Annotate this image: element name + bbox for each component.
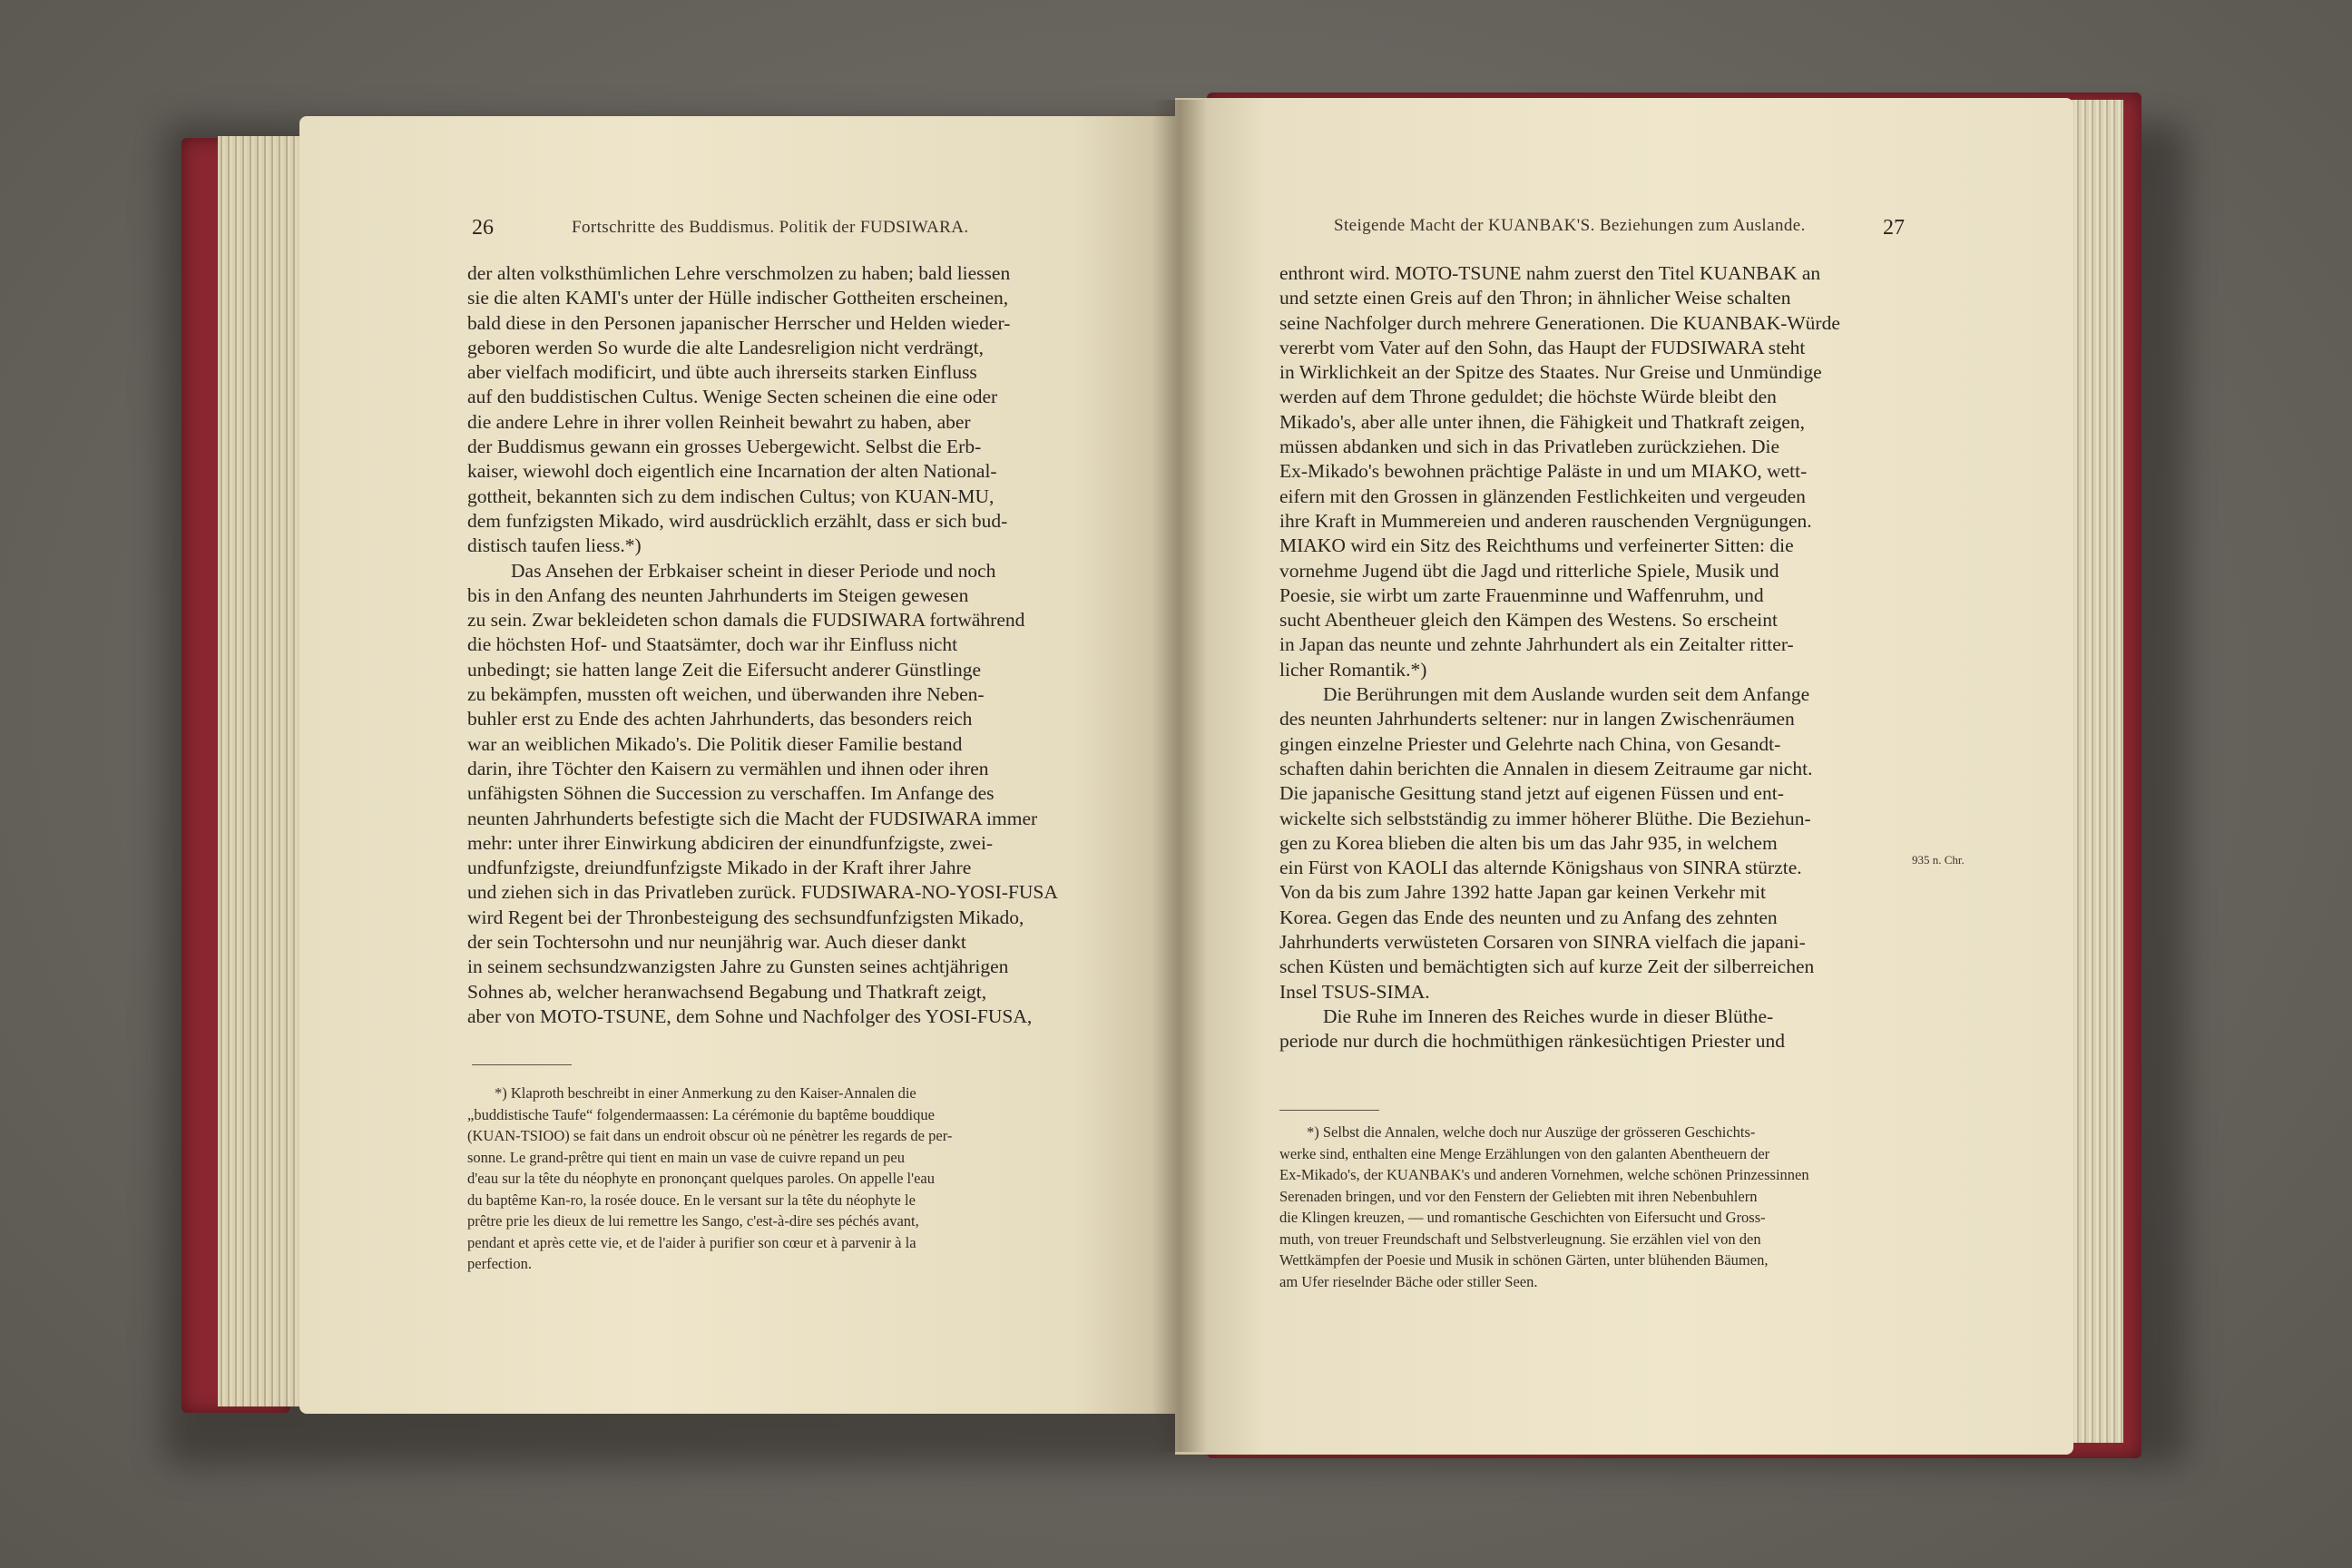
text-line: Poesie, sie wirbt um zarte Frauenminne und Waffenruhm, und bbox=[1279, 583, 1764, 606]
book-gutter bbox=[1152, 100, 1207, 1452]
footnote-line: sonne. Le grand-prêtre qui tient en main un vase de cuivre repand un peu bbox=[467, 1148, 905, 1166]
text-line: schen Küsten und bemächtigten sich auf kurze Zeit der silberreichen bbox=[1279, 956, 1815, 978]
text-line: aber von MOTO-TSUNE, dem Sohne und Nachfolger des YOSI-FUSA, bbox=[467, 1004, 1033, 1027]
text-line: der sein Tochtersohn und nur neunjährig war. Auch dieser dankt bbox=[467, 931, 966, 954]
text-line: seine Nachfolger durch mehrere Generationen. Die KUANBAK-Würde bbox=[1279, 311, 1840, 334]
text-line: wickelte sich selbstständig zu immer höherer Blüthe. Die Beziehun- bbox=[1279, 807, 1811, 829]
footnote-line: perfection. bbox=[467, 1255, 533, 1272]
footnote-line: *) Selbst die Annalen, welche doch nur Auszüge der grösseren Geschichts- bbox=[1307, 1123, 1756, 1141]
text-line: in Wirklichkeit an der Spitze des Staates. Nur Greise und Unmündige bbox=[1279, 361, 1822, 384]
text-line: Die Berührungen mit dem Auslande wurden seit dem Anfange bbox=[1323, 683, 1810, 706]
text-line: war an weiblichen Mikado's. Die Politik dieser Familie bestand bbox=[467, 732, 963, 755]
text-line: des neunten Jahrhunderts seltener: nur in langen Zwischenräumen bbox=[1279, 708, 1795, 730]
text-line: zu sein. Zwar bekleideten schon damals die FUDSIWARA fortwährend bbox=[467, 609, 1025, 632]
text-line: buhler erst zu Ende des achten Jahrhunderts, das besonders reich bbox=[467, 708, 973, 730]
text-line: licher Romantik.*) bbox=[1279, 658, 1427, 681]
text-line: unbedingt; sie hatten lange Zeit die Eifersucht anderer Günstlinge bbox=[467, 658, 981, 681]
footnote-line: du baptême Kan-ro, la rosée douce. En le versant sur la tête du néophyte le bbox=[467, 1191, 916, 1209]
text-line: Die japanische Gesittung stand jetzt auf eigenen Füssen und ent- bbox=[1279, 782, 1784, 805]
text-line: eifern mit den Grossen in glänzenden Festlichkeiten und vergeuden bbox=[1279, 485, 1806, 507]
text-line: gottheit, bekannten sich zu dem indischen Cultus; von KUAN-MU, bbox=[467, 485, 995, 507]
text-line: gingen einzelne Priester und Gelehrte nach China, von Gesandt- bbox=[1279, 732, 1781, 755]
text-line: werden auf dem Throne geduldet; die höchste Würde bleibt den bbox=[1279, 386, 1777, 408]
text-line: gen zu Korea blieben die alten bis um das Jahr 935, in welchem bbox=[1279, 831, 1778, 854]
left-page bbox=[299, 116, 1180, 1414]
footnote-line: *) Klaproth beschreibt in einer Anmerkung zu den Kaiser-Annalen die bbox=[495, 1084, 916, 1102]
text-line: vornehme Jugend übt die Jagd und ritterliche Spiele, Musik und bbox=[1279, 559, 1779, 582]
text-line: Ex-Mikado's bewohnen prächtige Paläste in und um MIAKO, wett- bbox=[1279, 460, 1808, 483]
footnote-line: muth, von treuer Freundschaft und Selbstverleugnung. Sie erzählen viel von den bbox=[1279, 1230, 1761, 1248]
text-line: kaiser, wiewohl doch eigentlich eine Incarnation der alten National- bbox=[467, 460, 997, 483]
text-line: Korea. Gegen das Ende des neunten und zu Anfang des zehnten bbox=[1279, 906, 1778, 928]
footnote-rule-left bbox=[472, 1064, 572, 1065]
text-line: unfähigsten Söhnen die Succession zu verschaffen. Im Anfange des bbox=[467, 782, 995, 805]
text-line: undfunfzigste, dreiundfunfzigste Mikado in der Kraft ihrer Jahre bbox=[467, 857, 972, 879]
right-page bbox=[1175, 98, 2073, 1455]
footnote-line: (KUAN-TSIOO) se fait dans un endroit obscur où ne pénètrer les regards de per- bbox=[467, 1127, 953, 1144]
page-number-right: 27 bbox=[1883, 216, 1905, 240]
body-text-right bbox=[1279, 261, 1924, 1054]
text-line: neunten Jahrhunderts befestigte sich die Macht der FUDSIWARA immer bbox=[467, 807, 1038, 829]
text-line: Sohnes ab, welcher heranwachsend Begabung und Thatkraft zeigt, bbox=[467, 980, 987, 1003]
text-line: mehr: unter ihrer Einwirkung abdiciren der einundfunfzigste, zwei- bbox=[467, 831, 994, 854]
footnote-line: am Ufer rieselnder Bäche oder stiller Seen. bbox=[1279, 1272, 1538, 1290]
footnote-line: „buddistische Taufe“ folgendermaassen: La cérémonie du baptême bouddique bbox=[467, 1105, 935, 1123]
text-line: in seinem sechsundzwanzigsten Jahre zu Gunsten seines achtjährigen bbox=[467, 956, 1009, 978]
text-line: und ziehen sich in das Privatleben zurück. FUDSIWARA-NO-YOSI-FUSA bbox=[467, 881, 1058, 904]
text-line: die andere Lehre in ihrer vollen Reinheit bewahrt zu haben, aber bbox=[467, 410, 971, 433]
text-line: aber vielfach modificirt, und übte auch ihrerseits starken Einfluss bbox=[467, 361, 977, 384]
margin-note-date: 935 n. Chr. bbox=[1912, 853, 1965, 867]
text-line: schaften dahin berichten die Annalen in diesem Zeitraume gar nicht. bbox=[1279, 757, 1813, 779]
running-head-left: Fortschritte des Buddismus. Politik der FUDSIWARA. bbox=[572, 218, 969, 237]
text-line: bis in den Anfang des neunten Jahrhunderts im Steigen gewesen bbox=[467, 583, 969, 606]
page-number-left: 26 bbox=[472, 216, 494, 240]
text-line: auf den buddistischen Cultus. Wenige Secten scheinen die eine oder bbox=[467, 386, 998, 408]
text-line: dem funfzigsten Mikado, wird ausdrücklich erzählt, dass er sich bud- bbox=[467, 509, 1008, 532]
body-text-left bbox=[467, 261, 1102, 1029]
footnote-line: die Klingen kreuzen, — und romantische Geschichten von Eifersucht und Gross- bbox=[1279, 1209, 1766, 1226]
text-line: Von da bis zum Jahre 1392 hatte Japan gar keinen Verkehr mit bbox=[1279, 881, 1766, 904]
text-line: distisch taufen liess.*) bbox=[467, 534, 642, 557]
text-line: Insel TSUS-SIMA. bbox=[1279, 980, 1430, 1003]
footnote-line: Serenaden bringen, und vor den Fenstern der Geliebten mit ihren Nebenbuhlern bbox=[1279, 1187, 1758, 1205]
footnote-left bbox=[467, 1083, 1107, 1275]
footnote-line: werke sind, enthalten eine Menge Erzählungen von den galanten Abentheuern der bbox=[1279, 1144, 1770, 1162]
text-line: der Buddismus gewann ein grosses Uebergewicht. Selbst die Erb- bbox=[467, 436, 982, 458]
text-line: Jahrhunderts verwüsteten Corsaren von SINRA vielfach die japani- bbox=[1279, 931, 1806, 954]
footnote-line: Wettkämpfen der Poesie und Musik in schönen Gärten, unter blühenden Bäumen, bbox=[1279, 1251, 1769, 1269]
footnote-rule-right bbox=[1279, 1110, 1379, 1111]
text-line: MIAKO wird ein Sitz des Reichthums und verfeinerter Sitten: die bbox=[1279, 534, 1794, 557]
text-line: vererbt vom Vater auf den Sohn, das Haupt der FUDSIWARA steht bbox=[1279, 336, 1806, 358]
text-line: der alten volksthümlichen Lehre verschmolzen zu haben; bald liessen bbox=[467, 262, 1011, 284]
text-line: enthront wird. MOTO-TSUNE nahm zuerst den Titel KUANBAK an bbox=[1279, 262, 1821, 284]
text-line: geboren werden So wurde die alte Landesreligion nicht verdrängt, bbox=[467, 336, 984, 358]
text-line: bald diese in den Personen japanischer Herrscher und Helden wieder- bbox=[467, 311, 1011, 334]
text-line: sucht Abentheuer gleich den Kämpen des Westens. So erscheint bbox=[1279, 609, 1778, 632]
footnote-line: d'eau sur la tête du néophyte en prononçant quelques paroles. On appelle l'eau bbox=[467, 1170, 935, 1187]
footnote-right bbox=[1279, 1122, 1928, 1292]
text-line: sie die alten KAMI's unter der Hülle indischer Gottheiten erscheinen, bbox=[467, 287, 1009, 309]
running-head-right: Steigende Macht der KUANBAK'S. Beziehungen zum Auslande. bbox=[1334, 216, 1806, 235]
footnote-line: pendant et après cette vie, et de l'aider à purifier son cœur et à parvenir à la bbox=[467, 1233, 916, 1251]
text-line: Die Ruhe im Inneren des Reiches wurde in dieser Blüthe- bbox=[1323, 1004, 1774, 1027]
text-line: und setzte einen Greis auf den Thron; in ähnlicher Weise schalten bbox=[1279, 287, 1791, 309]
text-line: müssen abdanken und sich in das Privatleben zurückziehen. Die bbox=[1279, 436, 1780, 458]
text-line: die höchsten Hof- und Staatsämter, doch war ihr Einfluss nicht bbox=[467, 633, 958, 656]
text-line: Mikado's, aber alle unter ihnen, die Fähigkeit und Thatkraft zeigen, bbox=[1279, 410, 1806, 433]
text-line: Das Ansehen der Erbkaiser scheint in dieser Periode und noch bbox=[511, 559, 996, 582]
text-line: wird Regent bei der Thronbesteigung des sechsundfunfzigsten Mikado, bbox=[467, 906, 1024, 928]
text-line: periode nur durch die hochmüthigen ränkesüchtigen Priester und bbox=[1279, 1030, 1786, 1053]
text-line: ihre Kraft in Mummereien und anderen rauschenden Vergnügungen. bbox=[1279, 509, 1812, 532]
text-line: darin, ihre Töchter den Kaisern zu vermählen und ihnen oder ihren bbox=[467, 757, 989, 779]
footnote-line: Ex-Mikado's, der KUANBAK's und anderen Vornehmen, welche schönen Prinzessinnen bbox=[1279, 1166, 1809, 1183]
footnote-line: prêtre prie les dieux de lui remettre les Sango, c'est-à-dire ses péchés avant, bbox=[467, 1212, 919, 1230]
text-line: in Japan das neunte und zehnte Jahrhundert als ein Zeitalter ritter- bbox=[1279, 633, 1794, 656]
text-line: zu bekämpfen, mussten oft weichen, und überwanden ihre Neben- bbox=[467, 683, 985, 706]
text-line: ein Fürst von KAOLI das alternde Königshaus von SINRA stürzte. bbox=[1279, 857, 1802, 879]
